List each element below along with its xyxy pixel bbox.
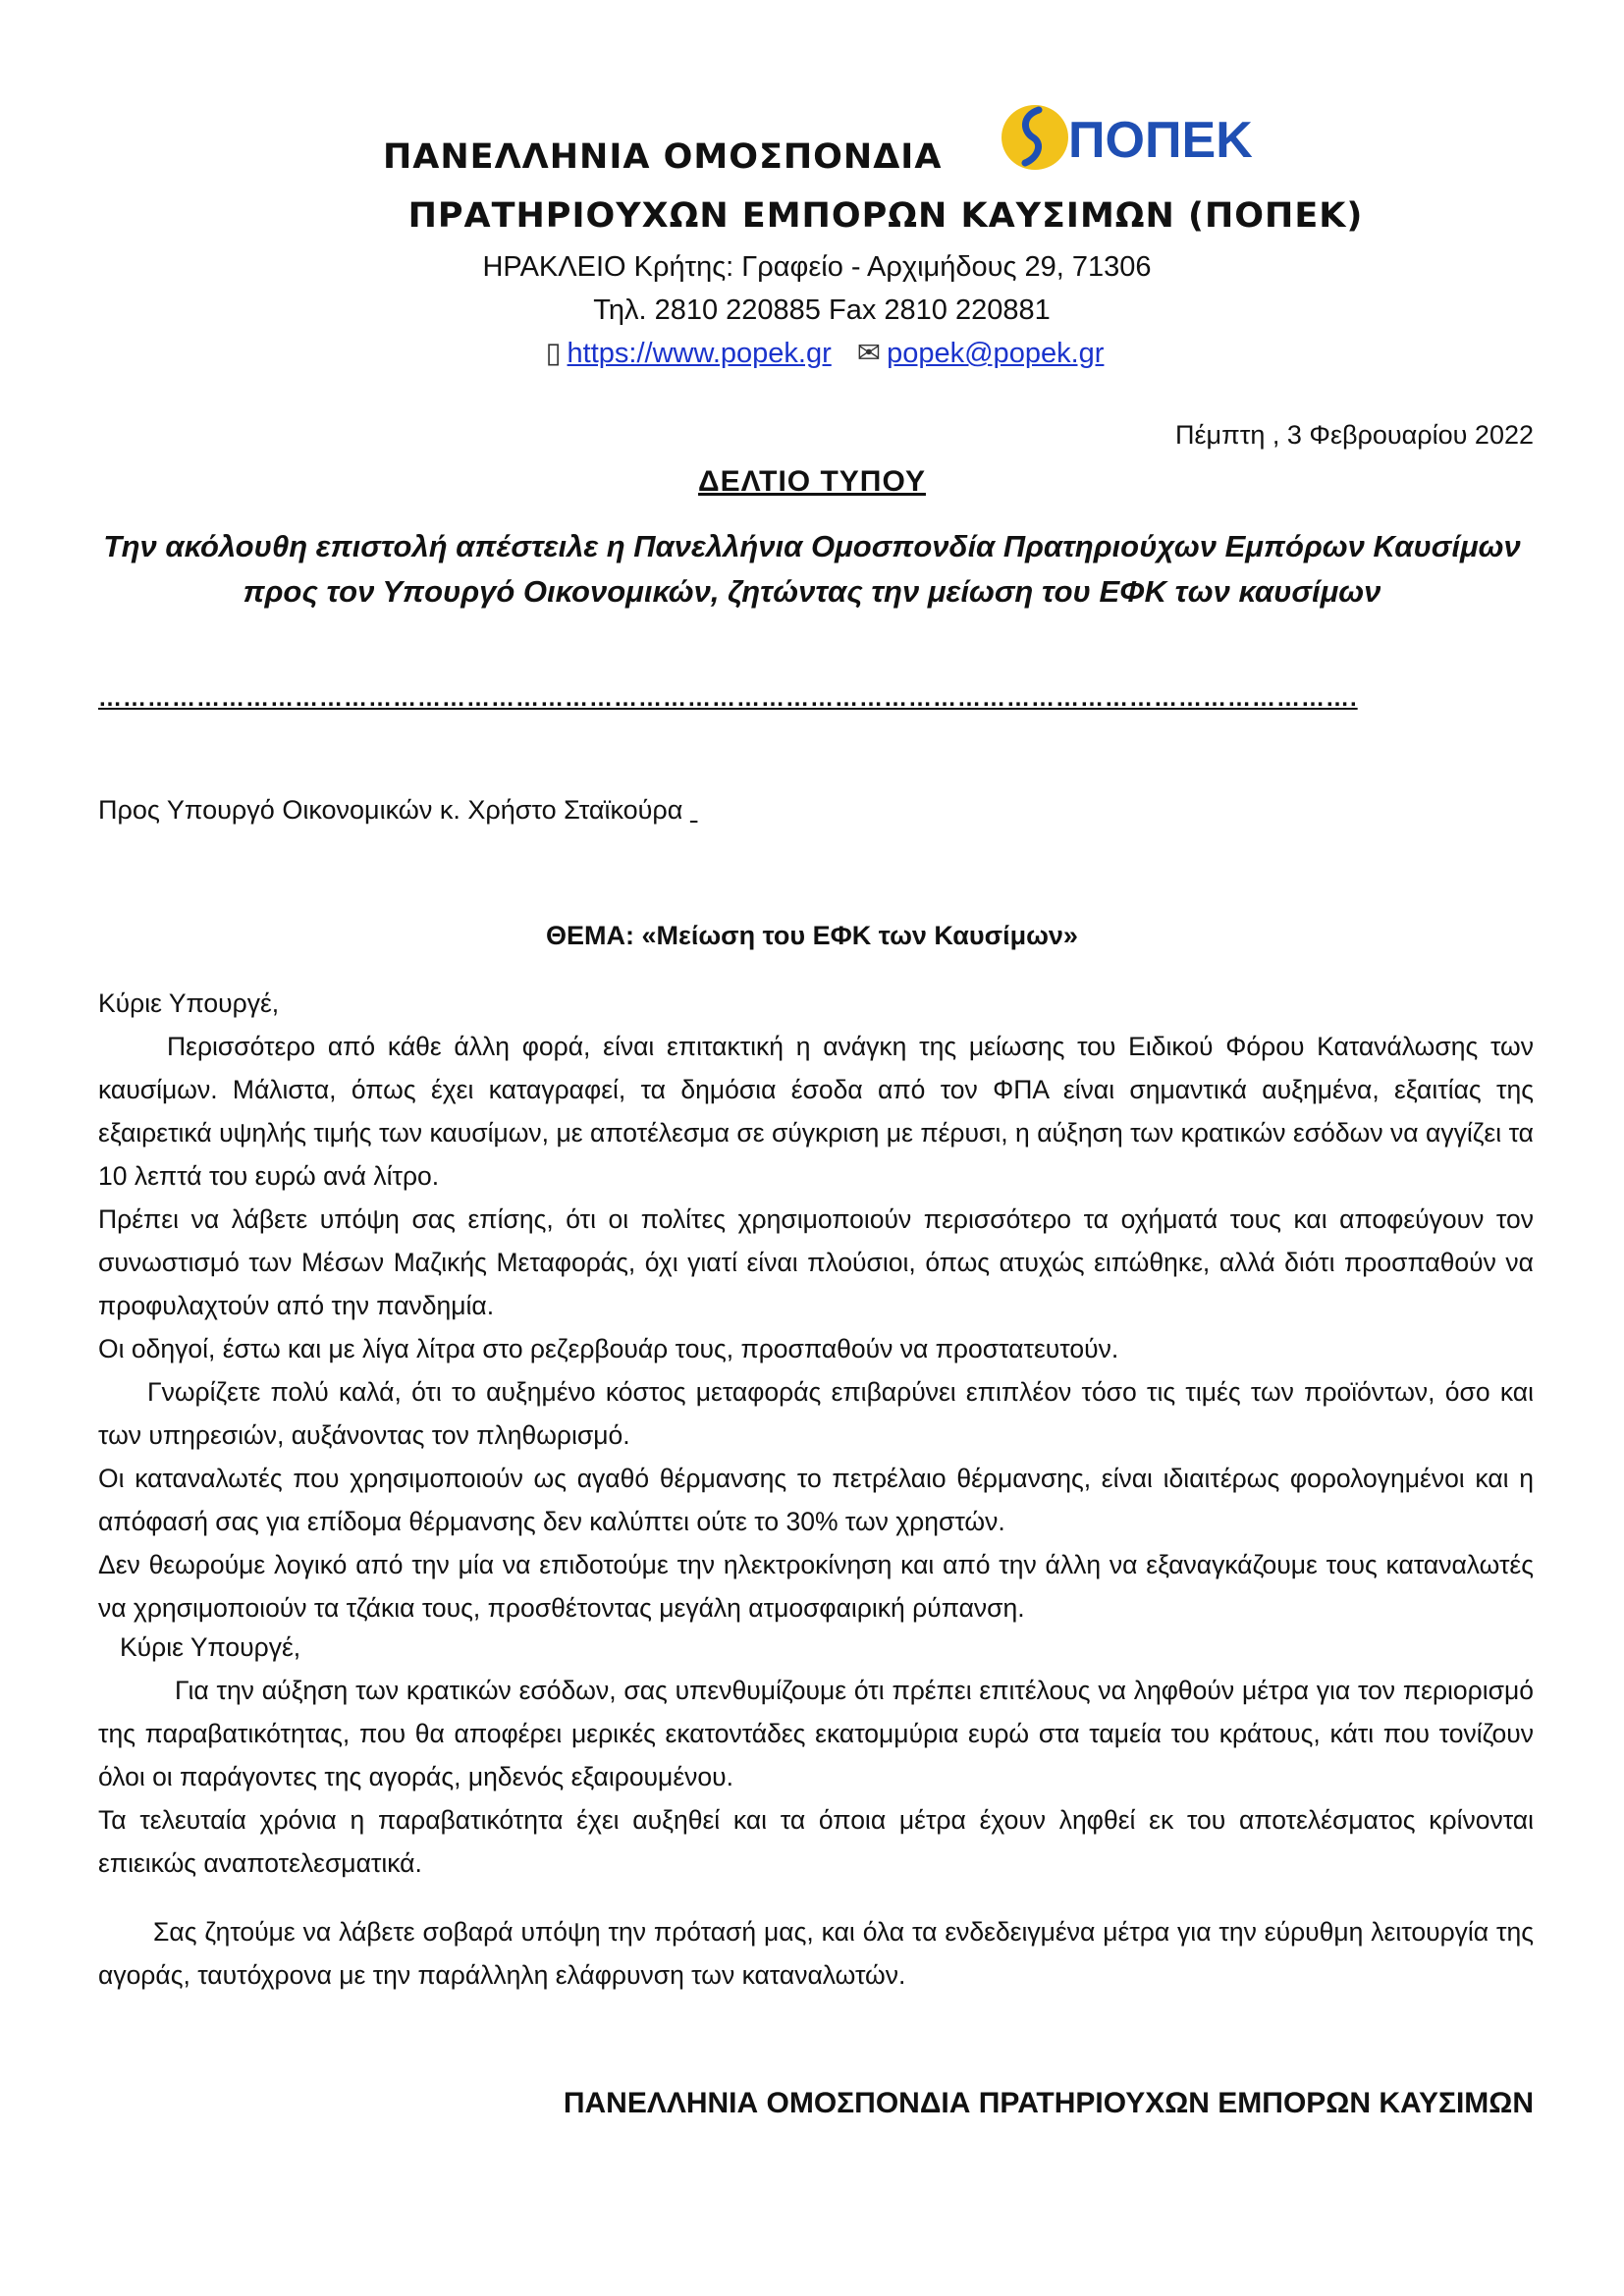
- paragraph: Οι καταναλωτές που χρησιμοποιούν ως αγαθό θέρμανσης το πετρέλαιο θέρμανσης, είναι ιδιαιτέρως φορολογημένοι και η απόφασή σας για επίδομα θέρμανσης δεν καλύπτει ούτε το 30% των χρηστών.: [98, 1464, 1534, 1536]
- contact-line: [0, 336, 1624, 370]
- paragraph: Πρέπει να λάβετε υπόψη σας επίσης, ότι οι πολίτες χρησιμοποιούν περισσότερο τα οχήματά τους και αποφεύγουν τον συνωστισμό των Μέσων Μαζικής Μεταφοράς, όχι γιατί είναι πλούσιοι, όπως ατυχώς ειπώθηκε, αλλά διότι προσπαθούν να προφυλαχτούν από την πανδημία.: [98, 1204, 1534, 1320]
- website-link[interactable]: https://www.popek.gr: [567, 338, 832, 369]
- org-name-line1: ΠΑΝΕΛΛΗΝΙΑ ΟΜΟΣΠΟΝΔΙΑ: [383, 137, 943, 177]
- signature: ΠΑΝΕΛΛΗΝΙΑ ΟΜΟΣΠΟΝΔΙΑ ΠΡΑΤΗΡΙΟΥΧΩΝ ΕΜΠΟΡΩΝ ΚΑΥΣΙΜΩΝ: [563, 2087, 1534, 2119]
- recipient-line: Προς Υπουργό Οικονομικών κ. Χρήστο Σταϊκούρα: [98, 795, 690, 825]
- press-release-heading: ΔΕΛΤΙΟ ΤΥΠΟΥ: [698, 465, 926, 498]
- org-name-line2: ΠΡΑΤΗΡΙΟΥΧΩΝ ΕΜΠΟΡΩΝ ΚΑΥΣΙΜΩΝ (ΠΟΠΕΚ): [407, 196, 1364, 236]
- paragraph: Σας ζητούμε να λάβετε σοβαρά υπόψη την πρότασή μας, και όλα τα ενδεδειγμένα μέτρα για την εύρυθμη λειτουργία της αγοράς, ταυτόχρονα με την παράλληλη ελάφρυνση των καταναλωτών.: [98, 1917, 1534, 1990]
- paragraph: Για την αύξηση των κρατικών εσόδων, σας υπενθυμίζουμε ότι πρέπει επιτέλους να ληφθούν μέτρα για τον περιορισμό της παραβατικότητας, που θα αποφέρει μερικές εκατοντάδες εκατομμύρια ευρώ στα ταμεία του κράτους, κάτι που τονίζουν όλοι οι παράγοντες της αγοράς, μηδενός εξαιρουμένου.: [98, 1676, 1534, 1791]
- email-link[interactable]: popek@popek.gr: [887, 338, 1105, 369]
- letter-body-part1: [98, 982, 1534, 1629]
- document-date: Πέμπτη , 3 Φεβρουαρίου 2022: [1175, 420, 1534, 450]
- dotted-separator: ……………………………………………………………………………………………………………………………………….: [98, 685, 1358, 712]
- paragraph: Οι οδηγοί, έστω και με λίγα λίτρα στο ρεζερβουάρ τους, προσπαθούν να προστατευτούν.: [98, 1334, 1119, 1363]
- greeting: Κύριε Υπουργέ,: [120, 1632, 301, 1662]
- paragraph: Δεν θεωρούμε λογικό από την μία να επιδοτούμε την ηλεκτροκίνηση και από την άλλη να εξαναγκάζουμε τους καταναλωτές να χρησιμοποιούν τα τζάκια τους, προσθέτοντας μεγάλη ατμοσφαιρική ρύπανση.: [98, 1550, 1534, 1623]
- letter-body-part2: [98, 1626, 1534, 1885]
- phone-fax: Τηλ. 2810 220885 Fax 2810 220881: [593, 294, 1051, 326]
- web-icon: ▯: [545, 338, 562, 369]
- letter-body-part3: [98, 1910, 1534, 1997]
- subject-heading: ΘΕΜΑ: «Μείωση του ΕΦΚ των Καυσίμων»: [546, 921, 1078, 950]
- paragraph: Τα τελευταία χρόνια η παραβατικότητα έχει αυξηθεί και τα όποια μέτρα έχουν ληφθεί εκ του αποτελέσματος κρίνονται επιεικώς αναποτελεσματικά.: [98, 1805, 1534, 1878]
- greeting: Κύριε Υπουργέ,: [98, 988, 280, 1018]
- office-address: ΗΡΑΚΛΕΙΟ Κρήτης: Γραφείο - Αρχιμήδους 29, 71306: [482, 251, 1152, 283]
- logo-text: ΠΟΠΕΚ: [1068, 112, 1253, 169]
- popek-logo: [1000, 102, 1255, 175]
- envelope-icon: ✉: [856, 338, 882, 369]
- paragraph: Περισσότερο από κάθε άλλη φορά, είναι επιτακτική η ανάγκη της μείωσης του Ειδικού Φόρου Κατανάλωσης των καυσίμων. Μάλιστα, όπως έχει καταγραφεί, τα δημόσια έσοδα από τον ΦΠΑ είναι σημαντικά αυξημένα, εξαιτίας της εξαιρετικά υψηλής τιμής των καυσίμων, με αποτέλεσμα σε σύγκριση με πέρυσι, η αύξηση των κρατικών εσόδων να αγγίζει τα 10 λεπτά του ευρώ ανά λίτρο.: [98, 1032, 1534, 1191]
- paragraph: Γνωρίζετε πολύ καλά, ότι το αυξημένο κόστος μεταφοράς επιβαρύνει επιπλέον τόσο τις τιμές των προϊόντων, όσο και των υπηρεσιών, αυξάνοντας τον πληθωρισμό.: [98, 1377, 1534, 1450]
- intro-paragraph: Την ακόλουθη επιστολή απέστειλε η Πανελλήνια Ομοσπονδία Πρατηριούχων Εμπόρων Καυσίμων προς τον Υπουργό Οικονομικών, ζητώντας την μείωση του ΕΦΚ των καυσίμων: [103, 529, 1521, 609]
